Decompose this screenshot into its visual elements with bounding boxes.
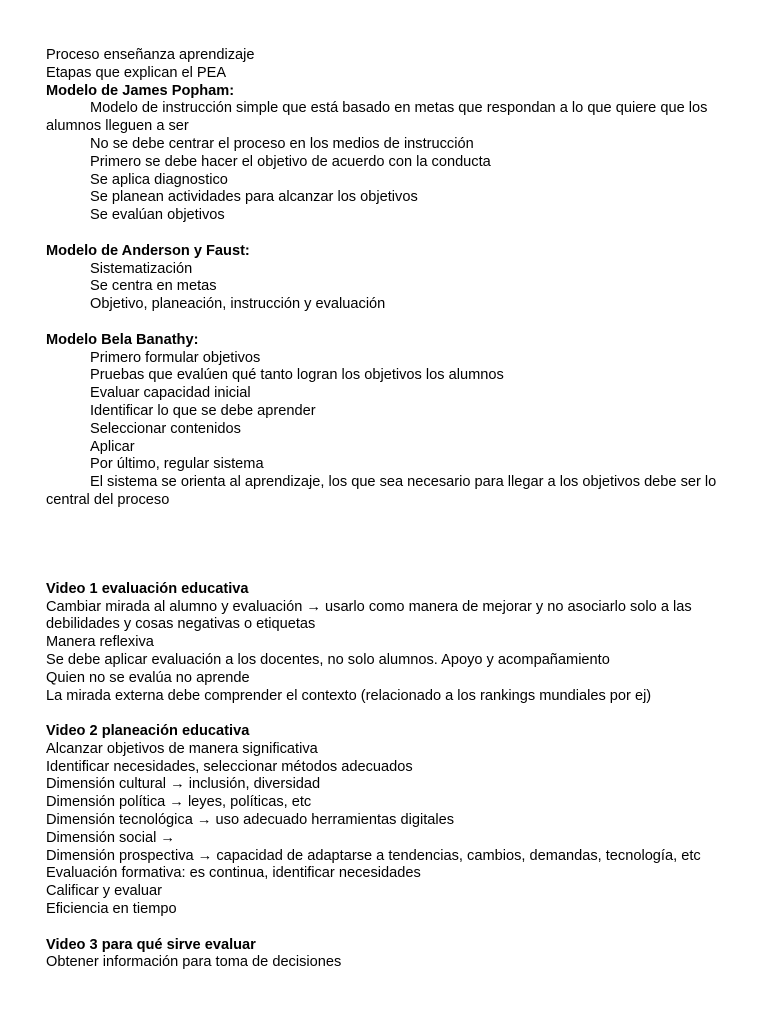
video2-item: Dimensión política → leyes, políticas, etc — [46, 794, 312, 811]
banathy-item: Identificar lo que se debe aprender — [90, 402, 316, 419]
video2-item: Identificar necesidades, seleccionar métodos adecuados — [46, 758, 413, 775]
banathy-item: Aplicar — [90, 438, 135, 455]
video2-item: Eficiencia en tiempo — [46, 901, 177, 918]
video3-item: Obtener información para toma de decisiones — [46, 954, 342, 971]
intro-line-1: Proceso enseñanza aprendizaje — [46, 47, 255, 63]
banathy-item: Evaluar capacidad inicial — [90, 385, 251, 402]
anderson-item: Se centra en metas — [90, 278, 217, 295]
video1-item: La mirada externa debe comprender el contexto (relacionado a los rankings mundiales por ej) — [46, 687, 652, 704]
video2-item: Dimensión cultural → inclusión, diversidad — [46, 776, 321, 793]
popham-item: No se debe centrar el proceso en los medios de instrucción — [90, 135, 474, 152]
spacer — [46, 510, 722, 581]
banathy-item: El sistema se orienta al aprendizaje, los que sea necesario para llegar a los objetivos debe ser lo central del proceso — [46, 474, 717, 508]
section-heading-video1: Video 1 evaluación educativa — [46, 580, 249, 597]
banathy-item: Seleccionar contenidos — [90, 420, 241, 437]
popham-item: Modelo de instrucción simple que está basado en metas que respondan a lo que quiere que los alumnos lleguen a ser — [46, 100, 708, 135]
video2-item: Calificar y evaluar — [46, 883, 162, 900]
anderson-item: Sistematización — [90, 260, 193, 277]
banathy-item: Pruebas que evalúen qué tanto logran los objetivos los alumnos — [90, 367, 504, 384]
spacer — [46, 705, 722, 723]
popham-item: Primero se debe hacer el objetivo de acuerdo con la conducta — [90, 153, 491, 170]
video2-item: Evaluación formativa: es continua, identificar necesidades — [46, 865, 421, 882]
video1-item: Manera reflexiva — [46, 634, 154, 651]
video1-item: Quien no se evalúa no aprende — [46, 669, 250, 686]
video2-item: Dimensión tecnológica → uso adecuado herramientas digitales — [46, 812, 455, 829]
section-heading-banathy: Modelo Bela Banathy: — [46, 331, 199, 348]
spacer — [46, 314, 722, 332]
video1-item: Cambiar mirada al alumno y evaluación → usarlo como manera de mejorar y no asociarlo solo a las debilidades y cosas negativas o etiquetas — [46, 598, 692, 633]
section-heading-popham: Modelo de James Popham: — [46, 82, 235, 99]
banathy-item: Primero formular objetivos — [90, 349, 261, 366]
popham-item: Se evalúan objetivos — [90, 207, 225, 224]
video2-item: Dimensión prospectiva → capacidad de adaptarse a tendencias, cambios, demandas, tecnología, etc — [46, 847, 701, 864]
video2-item: Dimensión social → — [46, 829, 175, 846]
spacer — [46, 225, 722, 243]
popham-item: Se aplica diagnostico — [90, 171, 228, 188]
intro-line-2: Etapas que explican el PEA — [46, 64, 227, 81]
section-heading-video2: Video 2 planeación educativa — [46, 723, 250, 740]
anderson-item: Objetivo, planeación, instrucción y evaluación — [90, 296, 386, 313]
section-heading-video3: Video 3 para qué sirve evaluar — [46, 936, 256, 953]
banathy-item: Por último, regular sistema — [90, 456, 264, 473]
spacer — [46, 919, 722, 937]
popham-item: Se planean actividades para alcanzar los objetivos — [90, 189, 418, 206]
video1-item: Se debe aplicar evaluación a los docentes, no solo alumnos. Apoyo y acompañamiento — [46, 651, 610, 668]
section-heading-anderson: Modelo de Anderson y Faust: — [46, 242, 250, 259]
video2-item: Alcanzar objetivos de manera significativa — [46, 740, 318, 757]
